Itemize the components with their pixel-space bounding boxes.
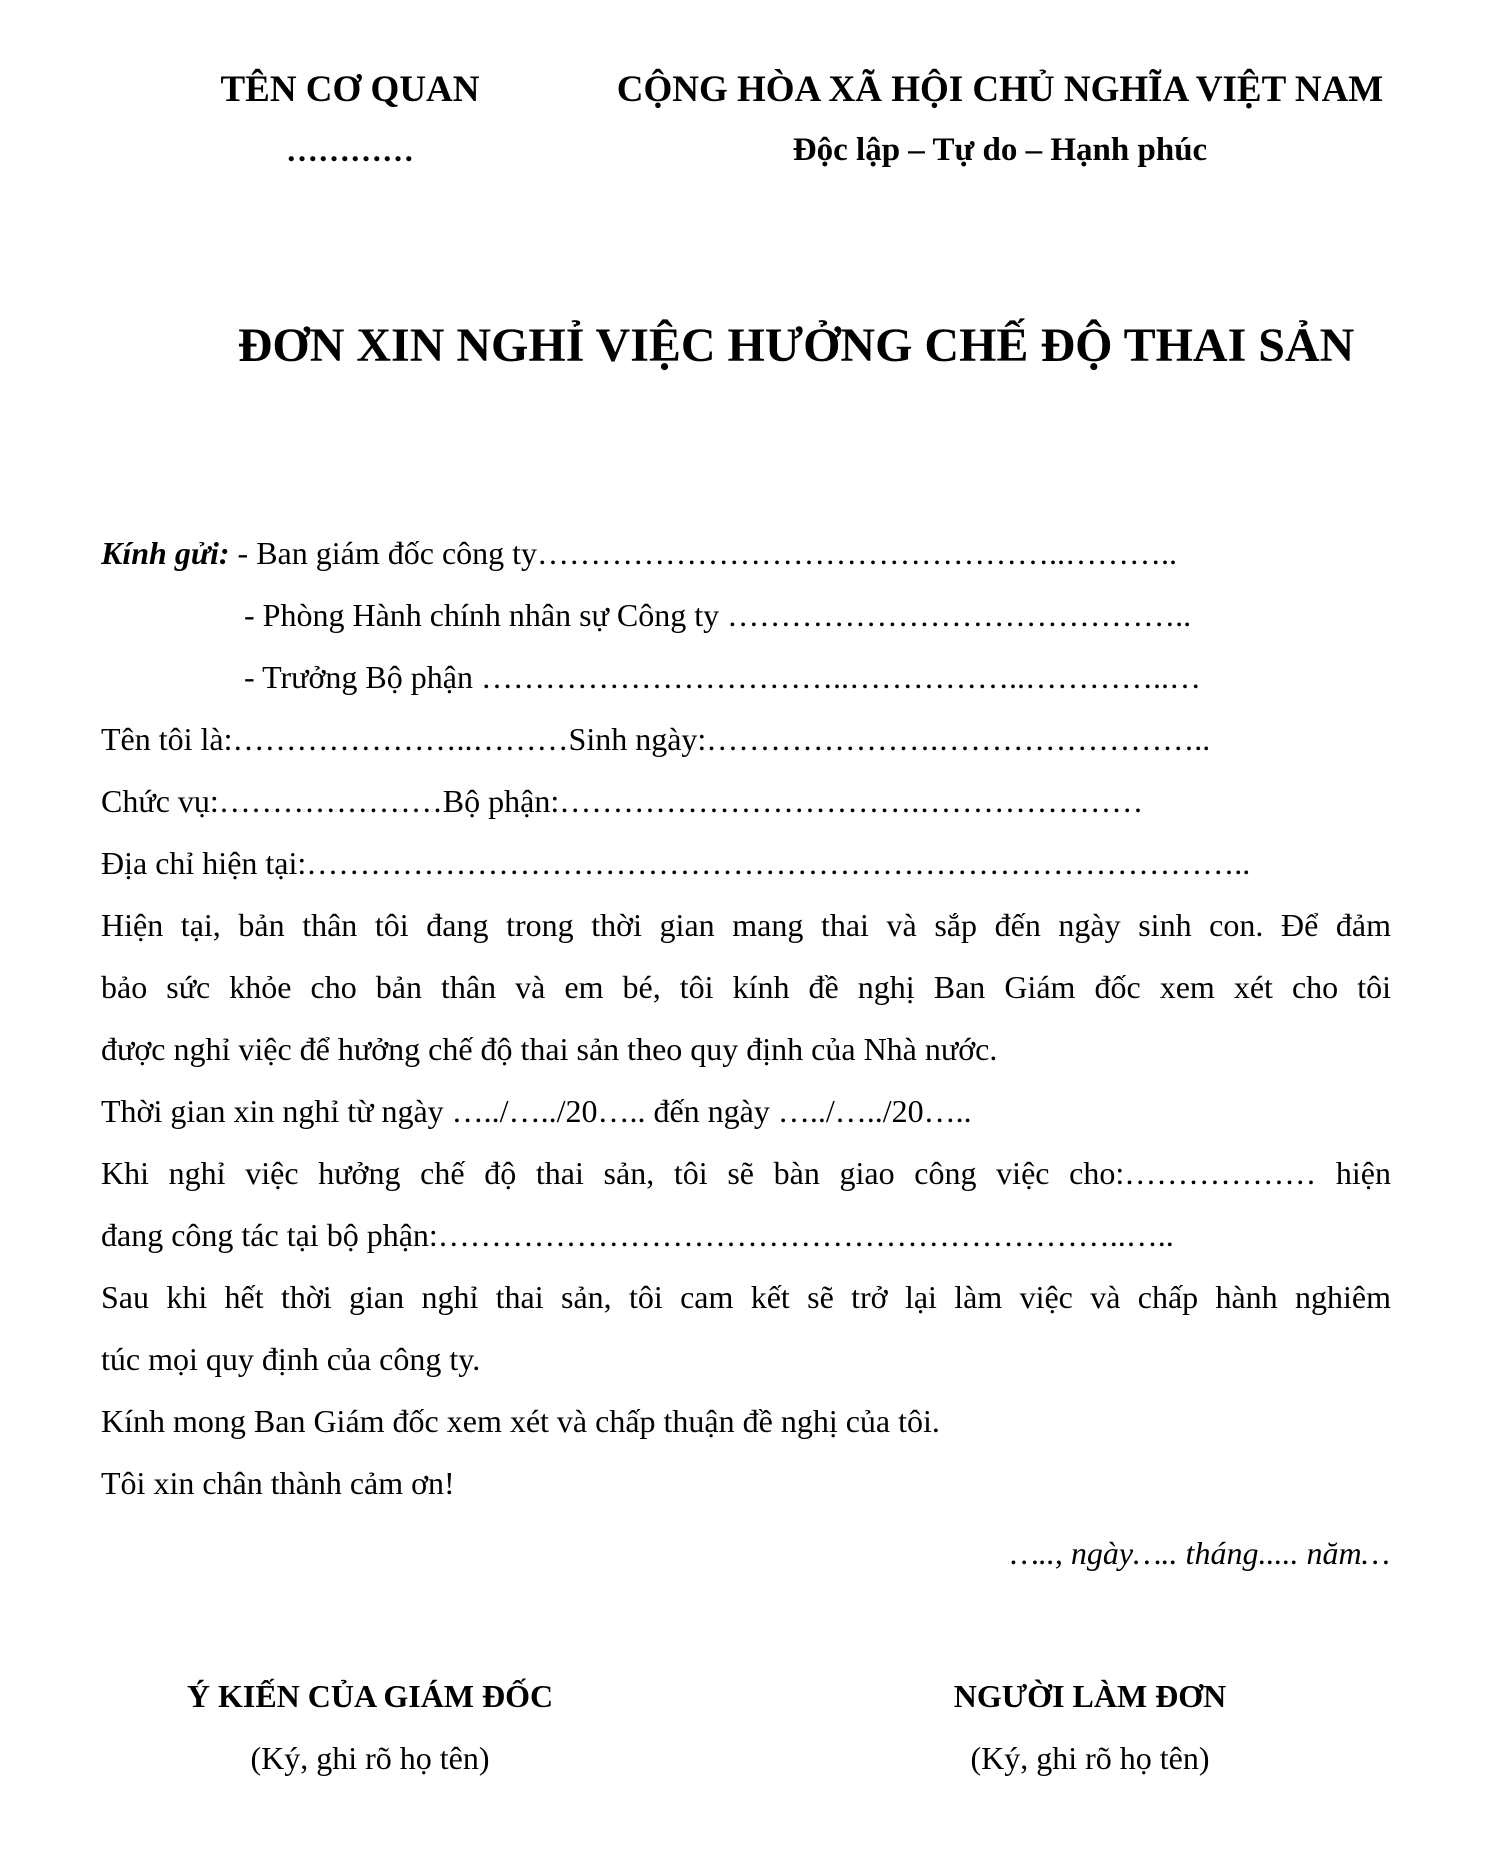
recipient-label: Kính gửi: — [101, 535, 230, 571]
document-body — [101, 522, 1391, 1514]
applicant-signature-block — [890, 1665, 1290, 1789]
national-heading — [600, 60, 1400, 180]
agency-placeholder: ………… — [286, 132, 414, 168]
date-line: ….., ngày….. tháng..... năm… — [1010, 1535, 1390, 1571]
paragraph-reason-line-2: bảo sức khỏe cho bản thân và em bé, tôi kính đề nghị Ban Giám đốc xem xét cho tôi — [101, 969, 1391, 1005]
address-field: Địa chỉ hiện tại:…………………………………………………………………………….. — [101, 845, 1251, 881]
name-birthdate-field: Tên tôi là:…………………..………Sinh ngày:………………….…………………….. — [101, 721, 1211, 757]
paragraph-reason-line-3: được nghỉ việc để hưởng chế độ thai sản theo quy định của Nhà nước. — [101, 1031, 998, 1067]
document-title: ĐƠN XIN NGHỈ VIỆC HƯỞNG CHẾ ĐỘ THAI SẢN — [237, 319, 1355, 372]
recipient-line-1 — [101, 522, 1391, 584]
handover-line-1: Khi nghỉ việc hưởng chế độ thai sản, tôi sẽ bàn giao công việc cho:……………… hiện — [101, 1155, 1391, 1191]
director-signature-note: (Ký, ghi rõ họ tên) — [250, 1740, 490, 1776]
director-signature-title: Ý KIẾN CỦA GIÁM ĐỐC — [186, 1678, 554, 1714]
national-motto: Độc lập – Tự do – Hạnh phúc — [792, 132, 1208, 168]
applicant-signature-note: (Ký, ghi rõ họ tên) — [970, 1740, 1210, 1776]
applicant-signature-title: NGƯỜI LÀM ĐƠN — [953, 1678, 1227, 1714]
commitment-line-2: túc mọi quy định của công ty. — [101, 1341, 481, 1377]
director-signature-block — [170, 1665, 570, 1789]
agency-block — [190, 60, 510, 180]
recipient-line-2: - Phòng Hành chính nhân sự Công ty …………………………………….. — [244, 597, 1192, 633]
agency-name: TÊN CƠ QUAN — [220, 69, 480, 110]
paragraph-reason-line-1: Hiện tại, bản thân tôi đang trong thời gian mang thai và sắp đến ngày sinh con. Để đảm — [101, 907, 1391, 943]
recipient-board: - Ban giám đốc công ty…………………………………………..……….. — [229, 535, 1178, 571]
handover-line-2: đang công tác tại bộ phận:………………………………………………………..….. — [101, 1217, 1174, 1253]
position-department-field: Chức vụ:…………………Bộ phận:…………………………….………………… — [101, 783, 1144, 819]
leave-period-field: Thời gian xin nghỉ từ ngày …../…../20….. đến ngày …../…../20….. — [101, 1093, 972, 1129]
recipient-line-3: - Trưởng Bộ phận ……………………………..……………..…………..… — [244, 659, 1201, 695]
request-line: Kính mong Ban Giám đốc xem xét và chấp thuận đề nghị của tôi. — [101, 1403, 940, 1439]
thanks-line: Tôi xin chân thành cảm ơn! — [101, 1465, 455, 1501]
country-name: CỘNG HÒA XÃ HỘI CHỦ NGHĨA VIỆT NAM — [616, 69, 1384, 110]
commitment-line-1: Sau khi hết thời gian nghỉ thai sản, tôi cam kết sẽ trở lại làm việc và chấp hành nghiêm — [101, 1279, 1391, 1315]
